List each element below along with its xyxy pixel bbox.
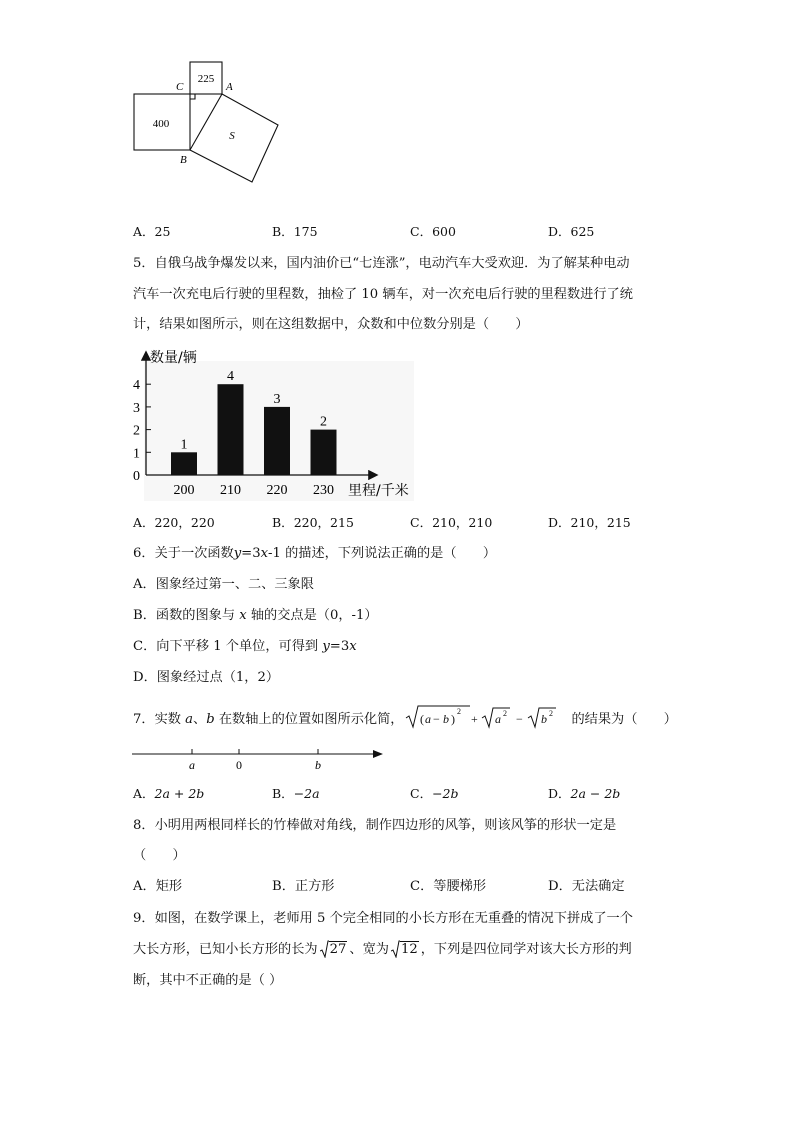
number-line [128,744,390,774]
q6-option-a: A．图象经过第一、二、三象限 [133,577,314,592]
q5-option-c: C．210，210 [410,515,493,530]
right-angle-mark [190,94,195,99]
q9-line-1: 9．如图，在数学课上，老师用 5 个完全相同的小长方形在无重叠的情况下拼成了一个 [133,911,633,926]
sqrt-27: 27 [320,940,348,960]
svg-text:b: b [442,712,449,726]
q6-stem: 6．关于一次函数y=3x-1 的描述，下列说法正确的是（ ） [133,546,497,561]
label-s: S [229,130,235,142]
q5-line-2: 汽车一次充电后行驶的里程数，抽检了 10 辆车，对一次充电后行驶的里程数进行了统 [133,287,633,302]
svg-text:a: a [424,712,431,726]
q8-option-c: C．等腰梯形 [410,879,487,894]
y-tick-label-1: 1 [133,446,140,462]
y-tick-label-0: 0 [133,469,140,484]
x-tick-label-230: 230 [313,483,334,498]
q8-line-2: （ ） [133,848,186,863]
bar-210 [218,384,244,475]
q4-option-d: D．625 [548,224,595,239]
q8-line-1: 8．小明用两根同样长的竹棒做对角线，制作四边形的风筝，则该风筝的形状一定是 [133,818,617,833]
label-225: 225 [197,73,215,85]
svg-text:−: − [432,712,440,726]
q6-option-b: B．函数的图象与 x 轴的交点是（0，-1） [133,608,378,623]
bar-220 [264,407,290,475]
q7-option-a: A．2a + 2b [133,786,205,801]
q4-option-b: B．175 [272,224,318,239]
svg-text:2: 2 [502,709,507,718]
svg-text:−: − [515,712,523,726]
q8-option-a: A．矩形 [133,879,183,894]
label-400: 400 [152,118,170,130]
q5-option-d: D．210，215 [548,515,631,530]
q6-option-c: C．向下平移 1 个单位，可得到 y=3x [133,639,357,654]
label-a: A [226,81,233,93]
svg-text:+: + [470,712,478,726]
sqrt-12: 12 [391,940,419,960]
bar-data-label-200: 1 [180,437,188,453]
bar-data-label-210: 4 [227,369,234,385]
number-line-label-b: b [315,758,321,772]
radical-expression [404,704,572,730]
x-tick-label-210: 210 [220,483,241,498]
q8-option-d: D．无法确定 [548,879,625,894]
svg-text:): ) [450,712,455,726]
mileage-bar-chart [128,343,428,505]
bar-230 [311,430,337,475]
bar-data-label-230: 2 [320,414,327,430]
label-c: C [176,81,184,93]
q5-line-3: 计，结果如图所示，则在这组数据中，众数和中位数分别是（ ） [133,317,529,332]
y-tick-label-4: 4 [133,378,140,394]
q5-line-1: 5．自俄乌战争爆发以来，国内油价已“七连涨”，电动汽车大受欢迎．为了解某种电动 [133,256,630,271]
q5-option-b: B．220，215 [272,515,354,530]
q7-option-d: D．2a − 2b [548,786,621,801]
bar-data-label-220: 3 [273,391,281,407]
svg-text:a: a [494,712,501,726]
q9-line-3: 断，其中不正确的是（ ） [133,973,283,988]
svg-text:(: ( [419,712,424,726]
q6-option-d: D．图象经过点（1，2） [133,670,280,685]
svg-text:2: 2 [456,707,461,716]
q7-option-c: C．−2b [410,786,459,801]
x-tick-label-200: 200 [173,483,195,498]
q5-option-a: A．220，220 [133,515,215,530]
q8-option-b: B．正方形 [272,879,335,894]
svg-text:2: 2 [548,709,553,718]
label-b: B [180,154,187,166]
q7-option-b: B．−2a [272,786,320,801]
x-axis-title: 里程/千米 [348,483,409,499]
q7-stem: 7．实数 a、b 在数轴上的位置如图所示化简， ( a − b ) 2 + a 2 − b 2 的结果为（ ） [133,704,677,730]
q9-line-2: 大长方形，已知小长方形的长为 27 、宽为 12 ，下列是四位同学对该大长方形的判 [133,940,632,960]
number-line-label-a: a [189,758,195,772]
y-tick-label-3: 3 [133,400,140,416]
bar-200 [171,452,197,475]
y-axis-title: 数量/辆 [150,350,197,366]
svg-text:b: b [540,712,547,726]
q4-option-c: C．600 [410,224,456,239]
x-tick-label-220: 220 [266,483,288,498]
number-line-label-0: 0 [236,758,242,772]
y-tick-label-2: 2 [133,423,140,439]
q4-option-a: A．25 [133,224,171,239]
squares-figure [128,58,288,190]
